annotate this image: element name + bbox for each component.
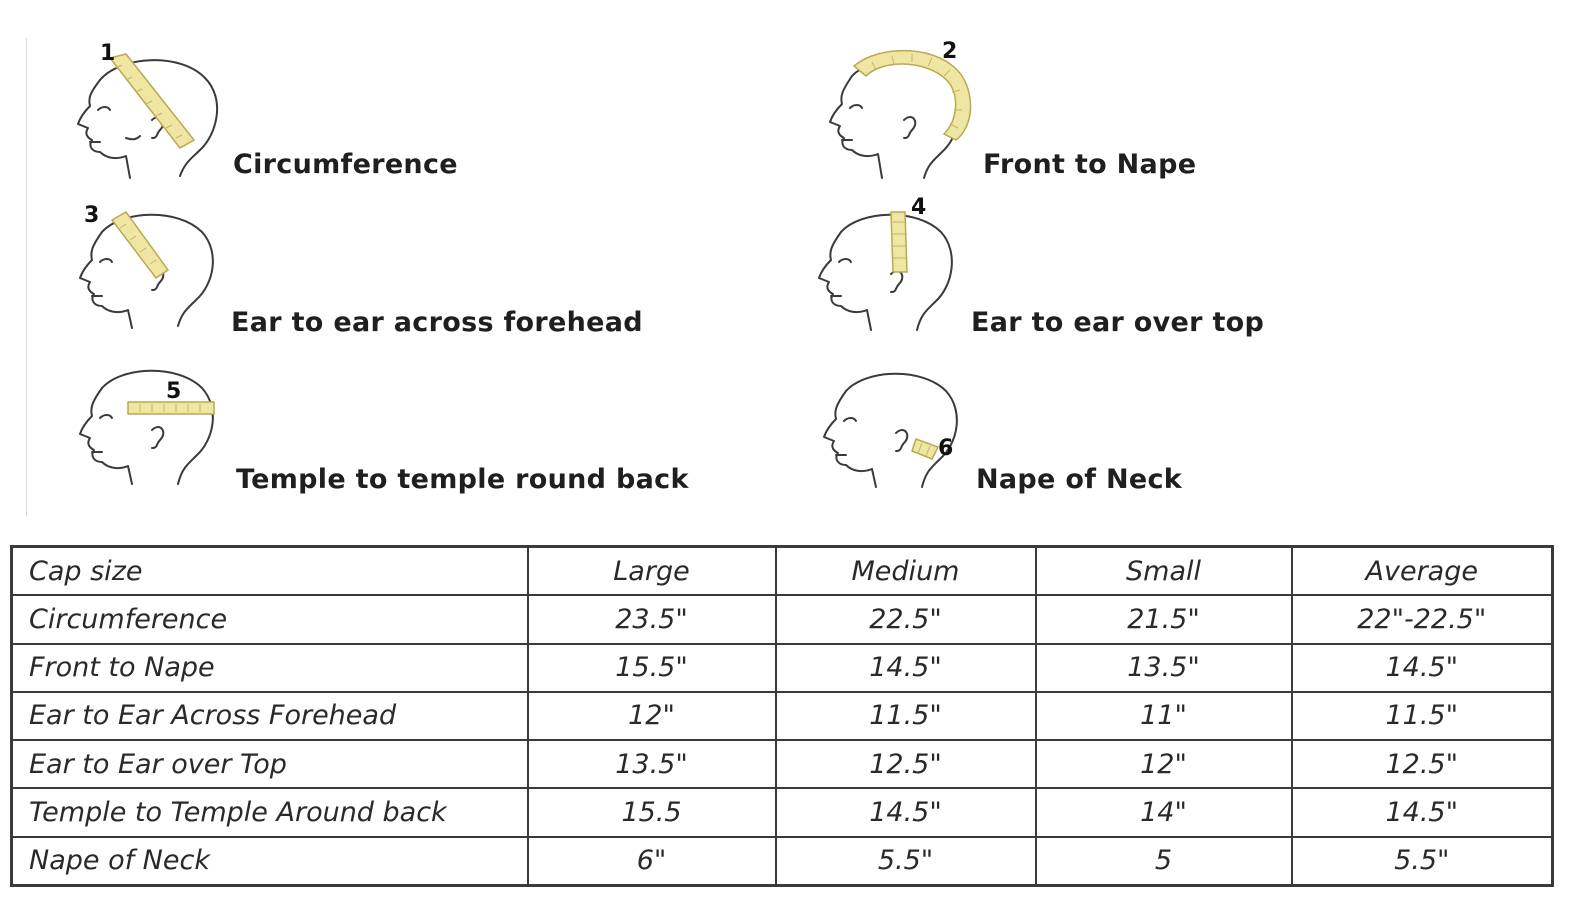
measurement-label-circumference: Circumference — [233, 149, 458, 180]
measurement-number-1: 1 — [100, 41, 116, 66]
table-cell: 14.5" — [776, 644, 1036, 692]
table-cell: 13.5" — [528, 740, 776, 788]
measurement-number-2: 2 — [942, 39, 958, 64]
measurement-number-5: 5 — [166, 379, 182, 404]
left-margin-rule — [26, 38, 27, 516]
measurement-number-4: 4 — [911, 195, 927, 220]
table-row — [12, 595, 1553, 643]
table-cell: 12.5" — [1292, 740, 1553, 788]
table-cell: 12" — [528, 692, 776, 740]
table-cell: 14.5" — [1292, 644, 1553, 692]
table-row-label: Ear to Ear over Top — [12, 740, 528, 788]
measurement-number-3: 3 — [84, 203, 100, 228]
table-cell: 6" — [528, 837, 776, 886]
table-row — [12, 740, 1553, 788]
table-row-label: Nape of Neck — [12, 837, 528, 886]
head-diagram-ear-to-ear-over-top — [795, 192, 965, 338]
table-row-label: Front to Nape — [12, 644, 528, 692]
head-diagram-circumference — [60, 38, 230, 188]
table-header-row — [12, 547, 1553, 596]
head-diagram-nape-of-neck — [800, 355, 970, 495]
table-cell: 5.5" — [1292, 837, 1553, 886]
measurement-label-temple-to-temple-round-back: Temple to temple round back — [236, 464, 689, 495]
table-cell: 11" — [1036, 692, 1292, 740]
table-cell: 13.5" — [1036, 644, 1292, 692]
table-cell: 12.5" — [776, 740, 1036, 788]
table-cell: 14" — [1036, 788, 1292, 836]
table-cell: 11.5" — [776, 692, 1036, 740]
table-header-cell: Medium — [776, 547, 1036, 596]
table-cell: 23.5" — [528, 595, 776, 643]
table-cell: 22"-22.5" — [1292, 595, 1553, 643]
table-row-label: Ear to Ear Across Forehead — [12, 692, 528, 740]
table-row — [12, 837, 1553, 886]
table-cell: 12" — [1036, 740, 1292, 788]
table-cell: 14.5" — [776, 788, 1036, 836]
table-cell: 22.5" — [776, 595, 1036, 643]
measurement-number-6: 6 — [938, 436, 954, 461]
table-row-label: Temple to Temple Around back — [12, 788, 528, 836]
table-cell: 11.5" — [1292, 692, 1553, 740]
table-row-label: Circumference — [12, 595, 528, 643]
measurement-label-ear-to-ear-over-top: Ear to ear over top — [971, 307, 1265, 338]
table-row — [12, 644, 1553, 692]
cap-size-table — [10, 545, 1554, 887]
table-cell: 14.5" — [1292, 788, 1553, 836]
measurement-label-ear-to-ear-across-forehead: Ear to ear across forehead — [231, 307, 643, 338]
table-cell: 15.5 — [528, 788, 776, 836]
table-header-cell: Cap size — [12, 547, 528, 596]
head-diagram-front-to-nape — [800, 36, 980, 186]
measurement-label-front-to-nape: Front to Nape — [983, 149, 1197, 180]
table-header-cell: Small — [1036, 547, 1292, 596]
table-header-cell: Average — [1292, 547, 1553, 596]
table-row — [12, 692, 1553, 740]
head-diagram-temple-to-temple — [60, 358, 230, 498]
table-cell: 15.5" — [528, 644, 776, 692]
table-header-cell: Large — [528, 547, 776, 596]
table-row — [12, 788, 1553, 836]
table-cell: 5 — [1036, 837, 1292, 886]
measurement-label-nape-of-neck: Nape of Neck — [976, 464, 1183, 495]
table-cell: 21.5" — [1036, 595, 1292, 643]
head-diagram-ear-to-ear-forehead — [60, 198, 230, 338]
table-cell: 5.5" — [776, 837, 1036, 886]
